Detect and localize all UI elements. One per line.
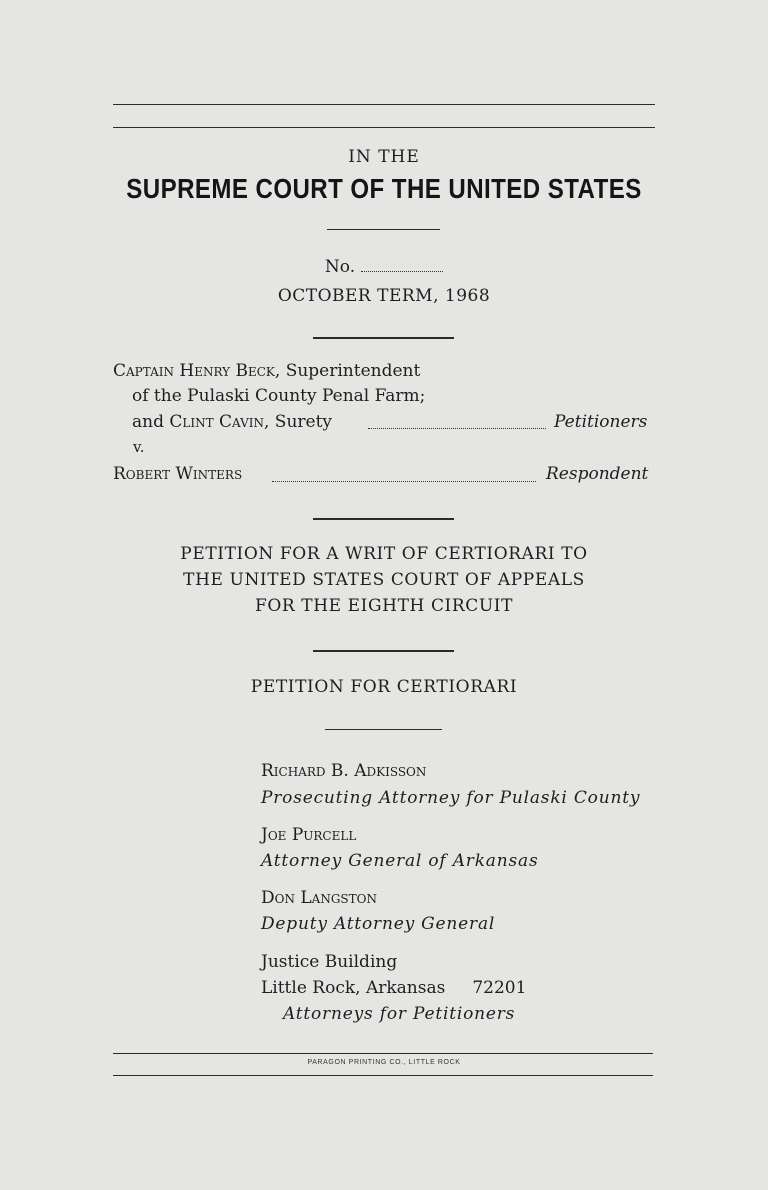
short-title: PETITION FOR CERTIORARI xyxy=(250,677,518,697)
counsel-2-name: Joe Purcell xyxy=(261,825,357,845)
respondent-name: Robert Winters xyxy=(113,464,243,484)
divider-2 xyxy=(313,337,454,339)
printer-imprint: PARAGON PRINTING CO., LITTLE ROCK xyxy=(307,1059,461,1066)
petition-title xyxy=(0,541,768,619)
respondent-role: Respondent xyxy=(546,464,649,484)
counsel-3-name: Don Langston xyxy=(261,888,377,908)
petitioner-name: Captain Henry Beck, xyxy=(113,361,281,381)
petitioner-line-1 xyxy=(113,361,420,381)
petition-title-line-1: PETITION FOR A WRIT OF CERTIORARI TO xyxy=(180,544,588,564)
petitioner-title: Superintendent xyxy=(280,361,421,381)
court-name: SUPREME COURT OF THE UNITED STATES xyxy=(126,173,642,204)
in-the-label: IN THE xyxy=(348,147,420,167)
bottom-rule-1 xyxy=(113,1053,653,1054)
top-rule-2 xyxy=(113,127,655,128)
term: OCTOBER TERM, 1968 xyxy=(277,286,491,306)
petition-title-line-2: THE UNITED STATES COURT OF APPEALS xyxy=(183,570,585,590)
divider-5 xyxy=(325,729,442,730)
petitioners-leader xyxy=(368,428,546,429)
address-line-2: Little Rock, Arkansas 72201 xyxy=(261,978,527,998)
divider-1 xyxy=(327,229,440,230)
petitioner-line-3 xyxy=(132,412,332,432)
bottom-rule-2 xyxy=(113,1075,653,1076)
docket-no-label: No. xyxy=(324,257,356,277)
counsel-1-title: Prosecuting Attorney for Pulaski County xyxy=(261,788,641,808)
surety-title: Surety xyxy=(269,412,333,432)
surety-name: Clint Cavin, xyxy=(169,412,270,432)
counsel-3-title: Deputy Attorney General xyxy=(261,914,496,934)
counsel-1-name: Richard B. Adkisson xyxy=(261,761,427,781)
divider-4 xyxy=(313,650,454,652)
counsel-2-title: Attorney General of Arkansas xyxy=(261,851,539,871)
respondent-leader xyxy=(272,481,536,482)
petitioner-line-2: of the Pulaski County Penal Farm; xyxy=(132,386,426,406)
petition-title-line-3: FOR THE EIGHTH CIRCUIT xyxy=(254,596,514,616)
docket-number xyxy=(0,257,768,277)
top-rule-1 xyxy=(113,104,655,105)
petitioner-prefix: and xyxy=(132,412,170,432)
address-line-1: Justice Building xyxy=(261,952,398,972)
docket-no-blank xyxy=(361,259,443,272)
versus: v. xyxy=(133,438,145,456)
petitioners-role: Petitioners xyxy=(554,412,648,432)
attorneys-for: Attorneys for Petitioners xyxy=(283,1004,516,1024)
divider-3 xyxy=(313,518,454,520)
